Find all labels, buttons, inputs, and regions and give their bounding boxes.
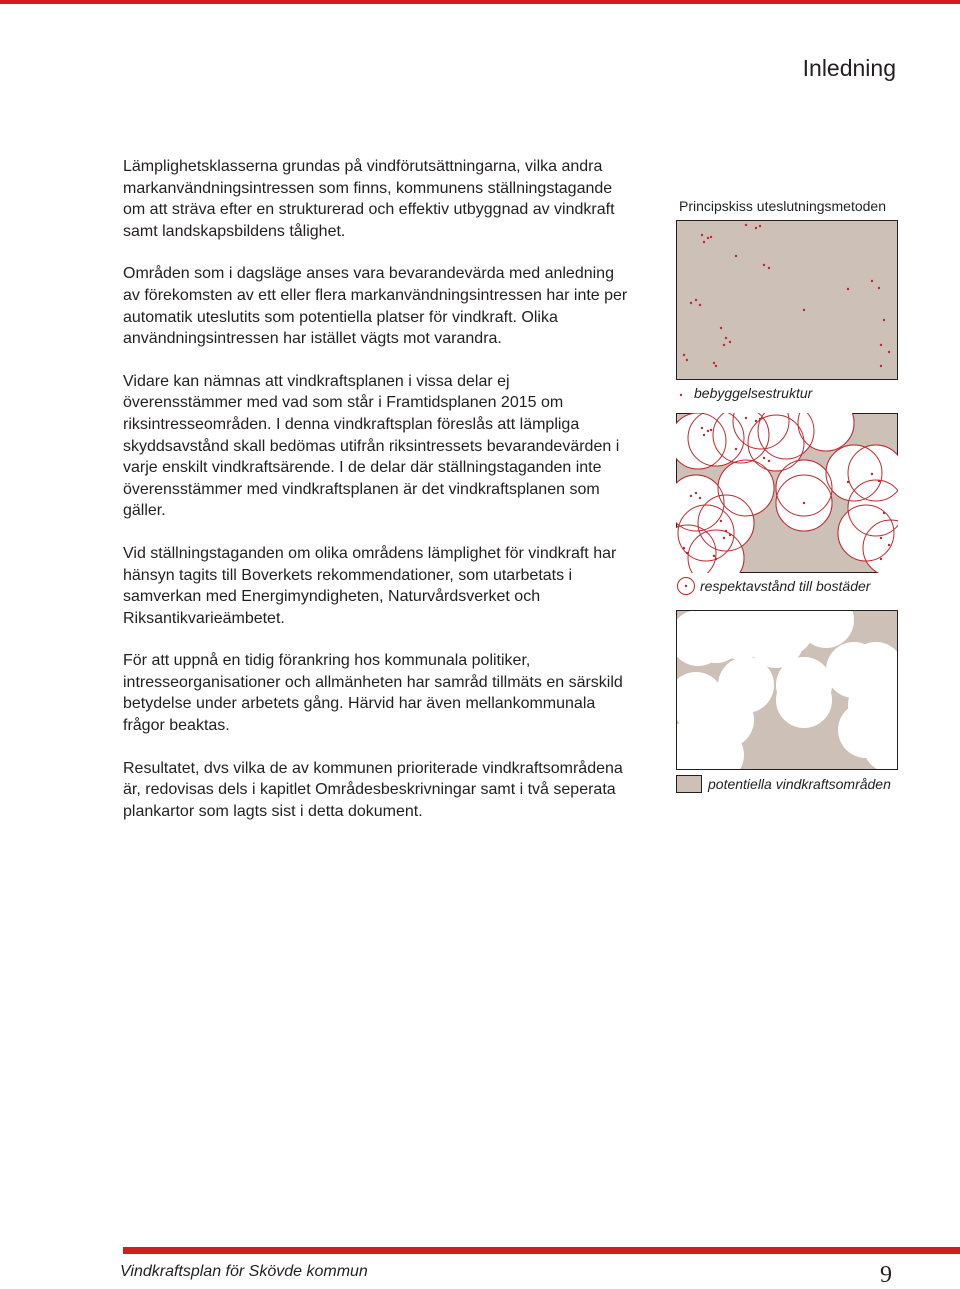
page-number: 9 xyxy=(880,1262,892,1288)
settlement-point xyxy=(755,420,757,422)
paragraph-2: Områden som i dagsläge anses vara bevarandevärda med anledning av förekomsten av ett eller flera markanvändningsintressen har inte per automatik uteslutits som potentiella platser för vindkraft. Olika användningsintressen har istället vägts mot varandra. xyxy=(123,265,628,348)
settlement-point xyxy=(701,427,703,429)
settlement-point xyxy=(735,255,737,257)
settlement-point xyxy=(683,547,685,549)
figure-title: Principskiss uteslutningsmetoden xyxy=(679,198,886,214)
settlement-point xyxy=(729,534,731,536)
settlement-point xyxy=(690,495,692,497)
footer-accent-bar xyxy=(123,1247,960,1254)
settlement-point xyxy=(878,287,880,289)
settlement-point xyxy=(707,237,709,239)
settlement-point xyxy=(720,327,722,329)
legend-buffer xyxy=(676,576,870,596)
settlement-point xyxy=(710,429,712,431)
settlement-point xyxy=(759,225,761,227)
settlement-point xyxy=(888,544,890,546)
settlement-point xyxy=(759,418,761,420)
settlement-point xyxy=(713,362,715,364)
study-area xyxy=(677,221,898,380)
settlement-point xyxy=(888,351,890,353)
settlement-point xyxy=(803,309,805,311)
settlement-point xyxy=(715,558,717,560)
settlement-point xyxy=(768,267,770,269)
buffer-circle xyxy=(718,657,774,713)
settlement-point xyxy=(847,288,849,290)
settlement-dot-icon xyxy=(676,386,690,400)
settlement-point xyxy=(695,492,697,494)
settlement-point xyxy=(880,537,882,539)
legend-potential-label: potentiella vindkraftsområden xyxy=(708,776,891,792)
settlement-point xyxy=(735,448,737,450)
settlement-point xyxy=(686,552,688,554)
settlement-point xyxy=(745,417,747,419)
settlement-point xyxy=(720,520,722,522)
paragraph-6: Resultatet, dvs vilka de av kommunen prioriterade vindkraftsområdena är, redovisas dels i kapitlet Områdesbeskrivningar samt i två seperata plankartor som lagts sist i detta dokument. xyxy=(123,759,623,820)
legend-potential xyxy=(676,775,891,793)
legend-settlement-label: bebyggelsestruktur xyxy=(694,385,813,401)
settlement-point xyxy=(690,302,692,304)
settlement-point xyxy=(883,319,885,321)
settlement-point xyxy=(701,234,703,236)
settlement-point xyxy=(707,430,709,432)
settlement-point xyxy=(883,512,885,514)
settlement-point xyxy=(763,264,765,266)
paragraph-4: Vid ställningstaganden om olika områdens lämplighet för vindkraft har hänsyn tagits till Boverkets rekommendationer, som utarbetats i samverkan med Energimyndigheten, Naturvårdsverket och Riksantikvarieämbetet. xyxy=(123,544,617,627)
settlement-point xyxy=(686,359,688,361)
potential-area-swatch-icon xyxy=(676,775,702,793)
settlement-point xyxy=(763,457,765,459)
top-accent-bar xyxy=(0,0,960,4)
chapter-title: Inledning xyxy=(802,55,896,81)
settlement-point xyxy=(729,341,731,343)
figure-panel-buffers xyxy=(676,413,898,573)
settlement-point xyxy=(725,337,727,339)
legend-buffer-label: respektavstånd till bostäder xyxy=(700,578,871,594)
settlement-point xyxy=(713,555,715,557)
settlement-point xyxy=(699,304,701,306)
settlement-point xyxy=(755,227,757,229)
settlement-point xyxy=(683,354,685,356)
footer-document-title: Vindkraftsplan för Skövde kommun xyxy=(120,1263,368,1280)
settlement-point xyxy=(710,236,712,238)
paragraph-3: Vidare kan nämnas att vindkraftsplanen i vissa delar ej överensstämmer med vad som står i Framtidsplanen 2015 om riksintresseområden. I denna vindkraftsplan föreslås att lämpliga skyddsavstånd skall bedömas utifrån riksintressets bevarandevärden i varje enskilt vindkraftsärende. I de delar där ställningstaganden inte överensstämmer med vindkraftsplanen är det vindkraftsplanen som gäller. xyxy=(123,372,620,520)
settlement-point xyxy=(715,365,717,367)
settlement-point xyxy=(703,434,705,436)
settlement-point xyxy=(725,530,727,532)
settlement-point xyxy=(871,473,873,475)
settlement-point xyxy=(695,299,697,301)
body-text xyxy=(123,156,633,843)
paragraph-1: Lämplighetsklasserna grundas på vindförutsättningarna, vilka andra markanvändningsintressen som finns, kommunens ställningstagande om att sträva efter en strukturerad och effektiv utbyggnad av vindkraft samt landskapsbildens tålighet. xyxy=(123,158,615,240)
figure-panel-potential-areas xyxy=(676,610,898,770)
figure-panel-settlements xyxy=(676,220,898,380)
settlement-point xyxy=(745,224,747,226)
settlement-point xyxy=(880,344,882,346)
settlement-point xyxy=(723,344,725,346)
settlement-point xyxy=(703,241,705,243)
settlement-point xyxy=(847,481,849,483)
settlement-point xyxy=(880,558,882,560)
paragraph-5: För att uppnå en tidig förankring hos kommunala politiker, intresseorganisationer och allmänheten har samråd tillmäts en särskild betydelse under arbetets gång. Härvid har även mellankommunala frågor beaktas. xyxy=(123,652,623,735)
legend-settlement xyxy=(676,385,812,401)
settlement-point xyxy=(871,280,873,282)
settlement-point xyxy=(768,460,770,462)
settlement-point xyxy=(723,537,725,539)
buffer-circle xyxy=(776,672,832,728)
settlement-point xyxy=(699,497,701,499)
settlement-point xyxy=(880,365,882,367)
buffer-circle-icon xyxy=(676,576,696,596)
settlement-point xyxy=(803,502,805,504)
settlement-point xyxy=(878,480,880,482)
